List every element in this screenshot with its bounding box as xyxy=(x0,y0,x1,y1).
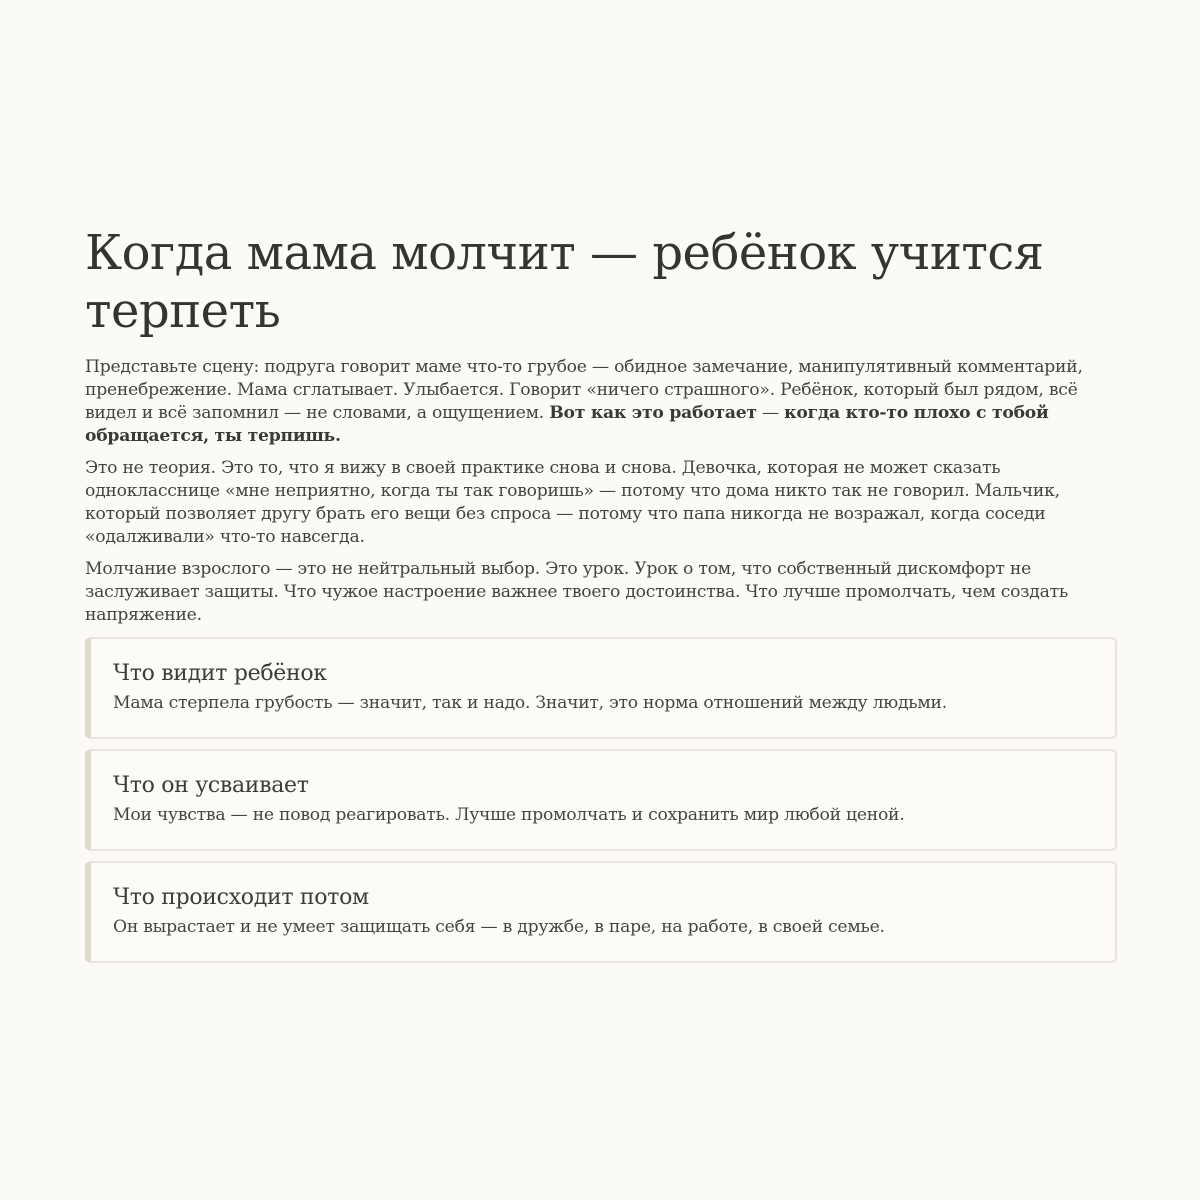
card-text: Он вырастает и не умеет защищать себя — в дружбе, в паре, на работе, в своей семье. xyxy=(113,917,885,937)
card-text: Мама стерпела грубость — значит, так и надо. Значит, это норма отношений между людьми. xyxy=(113,693,947,713)
emphasis-dash: — xyxy=(756,403,785,423)
article xyxy=(85,224,1117,973)
card-what-happens-later xyxy=(85,861,1117,963)
emphasis-how-it-works: Вот как это работает xyxy=(549,403,757,423)
paragraph-intro-text: Представьте сцену: подруга говорит маме что-то грубое — обидное замечание, манипулятивный комментарий, пренебрежение. Мама сглатывает. Улыбается. Говорит «ничего страшного». Ребёнок, который был рядом, всё видел и всё запомнил — не словами, а ощущением. xyxy=(85,357,1083,423)
card-what-child-sees xyxy=(85,637,1117,739)
paragraph-intro xyxy=(85,356,1117,448)
card-title: Что происходит потом xyxy=(113,885,369,910)
emphasis-you-endure: когда кто-то плохо с тобой обращается, ты терпишь. xyxy=(85,403,1049,446)
card-title: Что он усваивает xyxy=(113,773,309,798)
paragraph-practice: Это не теория. Это то, что я вижу в своей практике снова и снова. Девочка, которая не может сказать однокласснице «мне неприятно, когда ты так говоришь» — потому что дома никто так не говорил. Мальчик, который позволяет другу брать его вещи без спроса — потому что папа никогда не возражал, когда соседи «одалживали» что-то навсегда. xyxy=(85,458,1060,547)
card-text: Мои чувства — не повод реагировать. Лучше промолчать и сохранить мир любой ценой. xyxy=(113,805,905,825)
paragraph-silence-lesson: Молчание взрослого — это не нейтральный выбор. Это урок. Урок о том, что собственный дискомфорт не заслуживает защиты. Что чужое настроение важнее твоего достоинства. Что лучше промолчать, чем создать напряжение. xyxy=(85,559,1069,625)
article-title: Когда мама молчит — ребёнок учится терпеть xyxy=(85,225,1044,339)
card-title: Что видит ребёнок xyxy=(113,661,327,686)
card-what-he-learns xyxy=(85,749,1117,851)
insight-cards xyxy=(85,637,1117,963)
